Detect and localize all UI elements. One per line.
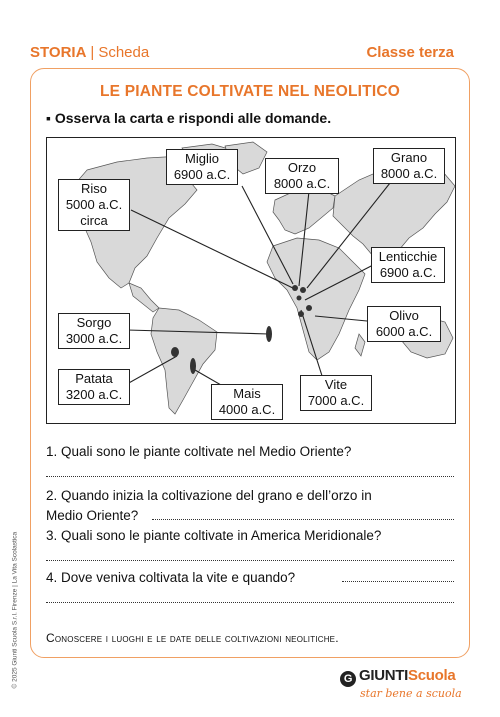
label-mais-name: Mais	[233, 386, 261, 401]
label-lenticchie-name: Lenticchie	[378, 249, 438, 264]
question-1: 1. Quali sono le piante coltivate nel Medio Oriente?	[46, 444, 352, 459]
label-riso-name: Riso	[80, 181, 107, 196]
header-separator: |	[90, 44, 95, 61]
question-4: 4. Dove veniva coltivata la vite e quando?	[46, 570, 296, 585]
label-patata-date: 3200 a.C.	[65, 387, 123, 402]
label-sorgo-date: 3000 a.C.	[65, 331, 123, 346]
logo-g-icon: G	[340, 671, 356, 687]
label-miglio-name: Miglio	[185, 151, 219, 166]
label-miglio	[166, 149, 238, 185]
label-grano-name: Grano	[390, 150, 428, 165]
label-sorgo-name: Sorgo	[76, 315, 112, 330]
answer-line-4b[interactable]	[46, 602, 454, 603]
answer-line-3[interactable]	[46, 560, 454, 561]
logo-brand-2: Scuola	[408, 667, 456, 684]
label-miglio-date: 6900 a.C.	[173, 167, 231, 182]
logo-tagline: star bene a scuola	[360, 687, 462, 700]
label-riso-date: 5000 a.C.	[65, 197, 123, 212]
label-lenticchie	[371, 247, 445, 283]
world-map	[46, 137, 456, 424]
label-riso	[58, 179, 130, 231]
instruction-text: ▪ Osserva la carta e rispondi alle domande.	[46, 110, 332, 126]
label-orzo-name: Orzo	[287, 160, 317, 175]
label-mais-date: 4000 a.C.	[218, 402, 276, 417]
label-olivo-date: 6000 a.C.	[375, 324, 433, 339]
question-2-line-1: 2. Quando inizia la coltivazione del grano e dell’orzo in	[46, 488, 372, 503]
label-riso-note: circa	[80, 213, 108, 228]
giunti-scuola-logo	[340, 667, 462, 700]
sheet-type: Scheda	[98, 44, 150, 61]
label-vite-date: 7000 a.C.	[307, 393, 365, 408]
page-header	[0, 0, 500, 60]
worksheet-title: LE PIANTE COLTIVATE NEL NEOLITICO	[100, 83, 400, 100]
answer-line-2[interactable]	[152, 519, 454, 520]
logo-brand-1: GIUNTI	[359, 667, 409, 684]
label-vite	[300, 375, 372, 411]
logo-wordmark	[340, 667, 462, 687]
learning-objective: Conoscere i luoghi e le date delle coltivazioni neolitiche.	[46, 631, 339, 645]
label-orzo-date: 8000 a.C.	[273, 176, 331, 191]
label-patata	[58, 369, 130, 405]
label-grano	[373, 148, 445, 184]
label-olivo	[367, 306, 441, 342]
label-patata-name: Patata	[75, 371, 113, 386]
label-mais	[211, 384, 283, 420]
label-sorgo	[58, 313, 130, 349]
answer-line-1[interactable]	[46, 476, 454, 477]
label-vite-name: Vite	[324, 377, 348, 392]
copyright-notice: © 2025 Giunti Scuola S.r.l. Firenze | La Vita Scolastica	[11, 531, 19, 689]
label-orzo	[265, 158, 339, 194]
answer-line-4a[interactable]	[342, 581, 454, 582]
label-grano-date: 8000 a.C.	[380, 166, 438, 181]
subject-label	[30, 44, 149, 61]
grade-label: Classe terza	[366, 44, 454, 61]
label-lenticchie-date: 6900 a.C.	[379, 265, 437, 280]
subject-text: STORIA	[30, 44, 87, 61]
question-2-line-2: Medio Oriente?	[46, 508, 139, 523]
question-3: 3. Quali sono le piante coltivate in America Meridionale?	[46, 528, 382, 543]
label-olivo-name: Olivo	[389, 308, 419, 323]
